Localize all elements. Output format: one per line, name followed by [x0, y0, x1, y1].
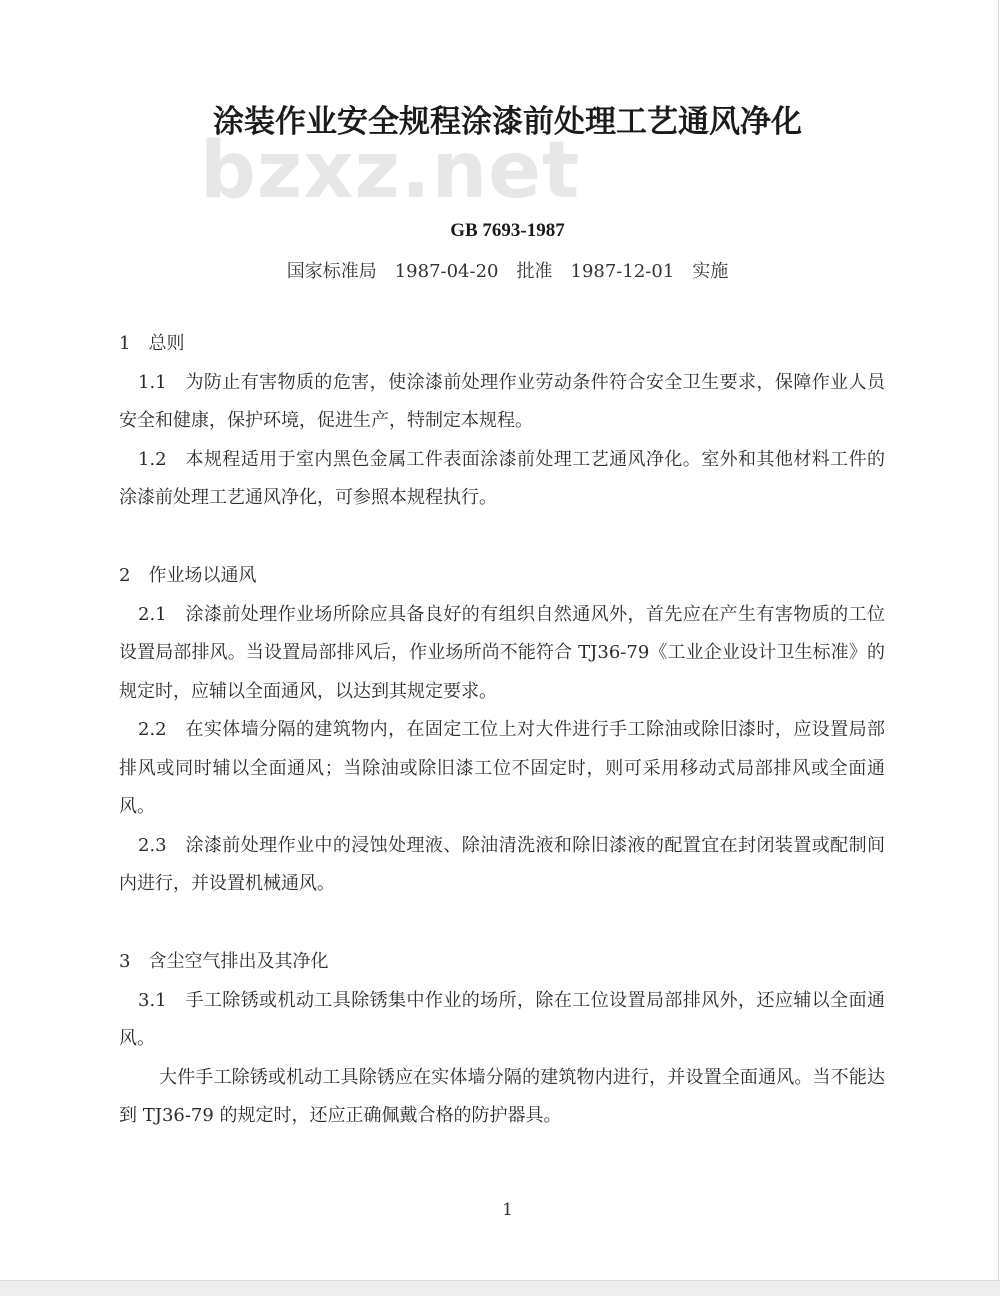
section-heading: 2 作业场以通风 [119, 565, 257, 586]
page-bottom-edge [0, 1280, 1000, 1296]
section-3 [119, 943, 885, 1136]
paragraph-1-2: 1.2 本规程适用于室内黑色金属工件表面涂漆前处理工艺通风净化。室外和其他材料工件的涂漆前处理工艺通风净化，可参照本规程执行。 [119, 448, 885, 508]
paragraph-3-1-continued: 大件手工除锈或机动工具除锈应在实体墙分隔的建筑物内进行，并设置全面通风。当不能达到 TJ36-79 的规定时，还应正确佩戴合格的防护器具。 [119, 1066, 885, 1126]
publication-line: 国家标准局 1987-04-20 批准 1987-12-01 实施 [286, 261, 729, 282]
document-title: 涂装作业安全规程涂漆前处理工艺通风净化 [213, 104, 802, 140]
section-heading: 3 含尘空气排出及其净化 [119, 951, 329, 972]
section-1 [119, 325, 885, 518]
section-2 [119, 557, 885, 904]
section-heading: 1 总则 [119, 333, 185, 354]
paragraph-3-1: 3.1 手工除锈或机动工具除锈集中作业的场所，除在工位设置局部排风外，还应辅以全面通风。 [119, 989, 885, 1049]
paragraph-2-2: 2.2 在实体墙分隔的建筑物内，在固定工位上对大件进行手工除油或除旧漆时，应设置局部排风或同时辅以全面通风；当除油或除旧漆工位不固定时，则可采用移动式局部排风或全面通风。 [119, 719, 885, 817]
watermark: bzxz.net [200, 126, 581, 216]
standard-code: GB 7693-1987 [450, 220, 565, 241]
page-number: 1 [502, 1200, 513, 1220]
paragraph-1-1: 1.1 为防止有害物质的危害，使涂漆前处理作业劳动条件符合安全卫生要求，保障作业人员安全和健康，保护环境，促进生产，特制定本规程。 [119, 371, 885, 431]
paragraph-2-1: 2.1 涂漆前处理作业场所除应具备良好的有组织自然通风外，首先应在产生有害物质的工位设置局部排风。当设置局部排风后，作业场所尚不能符合 TJ36-79《工业企业设计卫生标准》的规定时，应辅以全面通风，以达到其规定要求。 [119, 603, 885, 702]
paragraph-2-3: 2.3 涂漆前处理作业中的浸蚀处理液、除油清洗液和除旧漆液的配置宜在封闭装置或配制间内进行，并设置机械通风。 [119, 834, 885, 894]
